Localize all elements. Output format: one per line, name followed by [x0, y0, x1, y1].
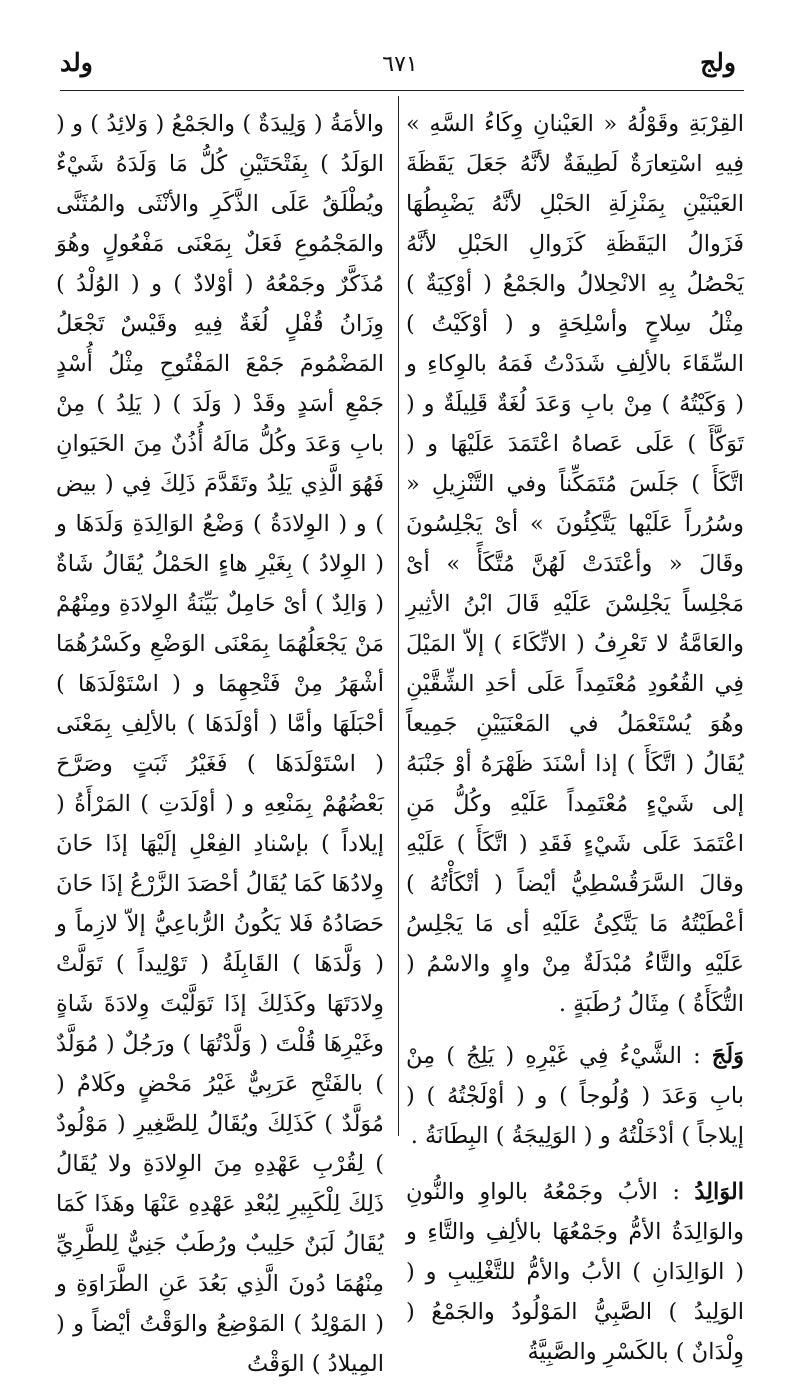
right-column: [406, 104, 744, 1372]
entry-walaja: [406, 1036, 744, 1156]
entry-walaja-body: : الشَّيْءُ فِي غَيْرِهِ ( يَلِجُ ) مِنْ بابِ وَعَدَ ( وُلُوجاً ) و ( أوْلَجْتُهُ ) ( إيلاجاً ) أدْخَلْتُهُ و ( الوَلِيجَةُ ) البِطَانَةُ .: [406, 1043, 744, 1149]
column-divider: [398, 96, 399, 1136]
entry-walid-continued: والأمَةُ ( وَلِيدَةٌ ) والجَمْعُ ( وَلائِدُ ) و ( الوَلَدُ ) بِفَتْحَتَيْنِ كُلُّ مَا وَلَدَهُ شَيْءٌ ويُطْلَقُ عَلَى الذَّكَرِ والأنْثَى والمُثَنَّى والمَجْمُوعِ فَعَلٌ بِمَعْنَى مَفْعُولٍ وهُوَ مُذَكَّرٌ وجَمْعُهُ ( أوْلادٌ ) و ( الوُلْدُ ) وِزَانُ قُفْلٍ لُغَةٌ فِيهِ وقَيْسٌ تَجْعَلُ المَضْمُومَ جَمْعَ المَفْتُوحِ مِثْلُ أُسْدٍ جَمْعِ أسَدٍ وقَدْ ( وَلَدَ ) ( يَلِدُ ) مِنْ بابِ وَعَدَ وكُلُّ مَالَهُ أُذُنٌ مِنَ الحَيَوانِ فَهُوَ الَّذِي يَلِدُ وتَقَدَّمَ ذَلِكَ فِي ( بيض ) و ( الوِلادَةُ ) وَضْعُ الوَالِدَةِ وَلَدَهَا و ( الوِلادُ ) بِغَيْرِ هاءٍ الحَمْلُ يُقَالُ شَاةٌ ( وَالِدٌ ) أىْ حَامِلٌ بَيِّنَةُ الوِلادَةِ ومِنْهُمْ مَنْ يَجْعَلُهُمَا بِمَعْنَى الوَضْعِ وكَسْرُهُمَا أشْهَرُ مِنْ فَتْحِهِمَا و ( اسْتَوْلَدَهَا ) أحْبَلَهَا وأمَّا ( أوْلَدَهَا ) بالألِفِ بِمَعْنَى ( اسْتَوْلَدَهَا ) فَغَيْرُ ثَبَتٍ وصَرَّحَ بَعْضُهُمْ بِمَنْعِهِ و ( أوْلَدَتِ ) المَرْأَةُ ( إيلاداً ) بإسْنادِ الفِعْلِ إلَيْهَا إذَا حَانَ وِلادُهَا كَمَا يُقَالُ أحْصَدَ الزَّرْعُ إذَا حَانَ حَصَادُهُ فَلا يَكُونُ الرُّباعِيُّ إلاّ لازِماً و ( وَلَّدَهَا ) القَابِلَةُ ( تَوْلِيداً ) تَوَلَّتْ وِلادَتَهَا وكَذَلِكَ إذَا تَوَلَّيْتَ وِلادَةَ شَاةٍ وغَيْرِهَا قُلْتَ ( وَلَّدْتُهَا ) ورَجُلٌ ( مُوَلَّدٌ ) بالفَتْحِ عَرَبِيٌّ غَيْرُ مَحْضٍ وكَلامٌ ( مُوَلَّدٌ ) كَذَلِكَ ويُقَالُ لِلصَّغِيرِ ( مَوْلُودٌ ) لِقُرْبِ عَهْدِهِ مِنَ الوِلادَةِ ولا يُقَالُ ذَلِكَ لِلْكَبِيرِ لِبُعْدِ عَهْدِهِ عَنْهَا وهَذَا كَمَا يُقَالُ لَبَنٌ حَلِيبٌ ورُطَبٌ جَنِيٌّ لِلطَّرِيِّ مِنْهُمَا دُونَ الَّذِي بَعُدَ عَنِ الطَّرَاوَةِ و ( المَوْلِدُ ) المَوْضِعُ والوَقْتُ أيْضاً و ( المِيلادُ ) الوَقْتُ: [56, 111, 384, 1377]
page-number: ٦٧١: [382, 52, 418, 77]
header-rule: [60, 90, 744, 91]
left-column: [56, 104, 384, 1384]
entry-walid-body: : الأبُ وجَمْعُهُ بالواوِ والنُّونِ والوَالِدَةُ الأمُّ وجَمْعُهَا بالألِفِ والتَّاءِ و ( الوَالِدَانِ ) الأبُ والأمُّ للتَّغْلِيبِ و ( الوَلِيدُ ) الصَّبِيُّ المَوْلُودُ والجَمْعُ ( وِلْدَانٌ ) بالكَسْرِ والصَّبِيَّةُ: [406, 1179, 744, 1365]
guide-word-right: ولج: [700, 48, 736, 77]
entry-walid: [406, 1172, 744, 1372]
headword-walid: الوَالِدُ: [694, 1179, 744, 1205]
guide-word-left: ولد: [60, 48, 93, 77]
page-header: [60, 38, 736, 82]
headword-walaja: وَلَجَ: [711, 1043, 744, 1069]
entry-wakaa-continued: القِرْبَةِ وقَوْلُهُ « العَيْنانِ وِكَاءُ السَّهِ » فِيهِ اسْتِعارَةٌ لَطِيفَةٌ لأنَّهُ جَعَلَ يَقَظَةَ العَيْنَيْنِ بِمَنْزِلَةِ الحَبْلِ لأنَّهُ يَضْبِطُهَا فَزَوالُ اليَقَظَةِ كَزَوالِ الحَبْلِ لأنَّهُ يَحْصُلُ بِهِ الانْحِلالُ والجَمْعُ ( أوْكِيَةٌ ) مِثْلُ سِلاحٍ وأسْلِحَةٍ و ( أوْكَيْتُ ) السِّقَاءَ بالألِفِ شَدَدْتُ فَمَهُ بالوِكاءِ و ( وَكَيْتُهُ ) مِنْ بابِ وَعَدَ لُغَةٌ قَلِيلَةٌ و ( تَوَكَّأَ ) عَلَى عَصاهُ اعْتَمَدَ عَلَيْهَا و ( اتَّكَأَ ) جَلَسَ مُتَمَكِّناً وفي التَّنْزِيلِ « وسُرُراً عَلَيْها يَتَّكِئُونَ » أىْ يَجْلِسُونَ وقَالَ « وأعْتَدَتْ لَهُنَّ مُتَّكَأً » أىْ مَجْلِساً يَجْلِسْنَ عَلَيْهِ قَالَ ابْنُ الأثِيرِ والعَامَّةُ لا تَعْرِفُ ( الاتِّكَاءَ ) إلاّ المَيْلَ فِي القُعُودِ مُعْتَمِداً عَلَى أحَدِ الشِّقَّيْنِ وهُوَ يُسْتَعْمَلُ في المَعْنَيَيْنِ جَمِيعاً يُقَالُ ( اتَّكَأَ ) إذا أسْنَدَ ظَهْرَهُ أوْ جَنْبَهُ إلى شَيْءٍ مُعْتَمِداً عَلَيْهِ وكُلُّ مَنِ اعْتَمَدَ عَلَى شَيْءٍ فَقَدِ ( اتَّكَأَ ) عَلَيْهِ وقالَ السَّرَقُسْطِيُّ أيْضاً ( أتْكَأْتُهُ ) أعْطَيْتُهُ مَا يَتَّكِئُ عَلَيْهِ أى مَا يَجْلِسُ عَلَيْهِ والتَّاءُ مُبْدَلَةٌ مِنْ واوٍ والاسْمُ ( التُّكَأَةُ ) مِثَالُ رُطَبَةٍ .: [406, 111, 744, 1017]
